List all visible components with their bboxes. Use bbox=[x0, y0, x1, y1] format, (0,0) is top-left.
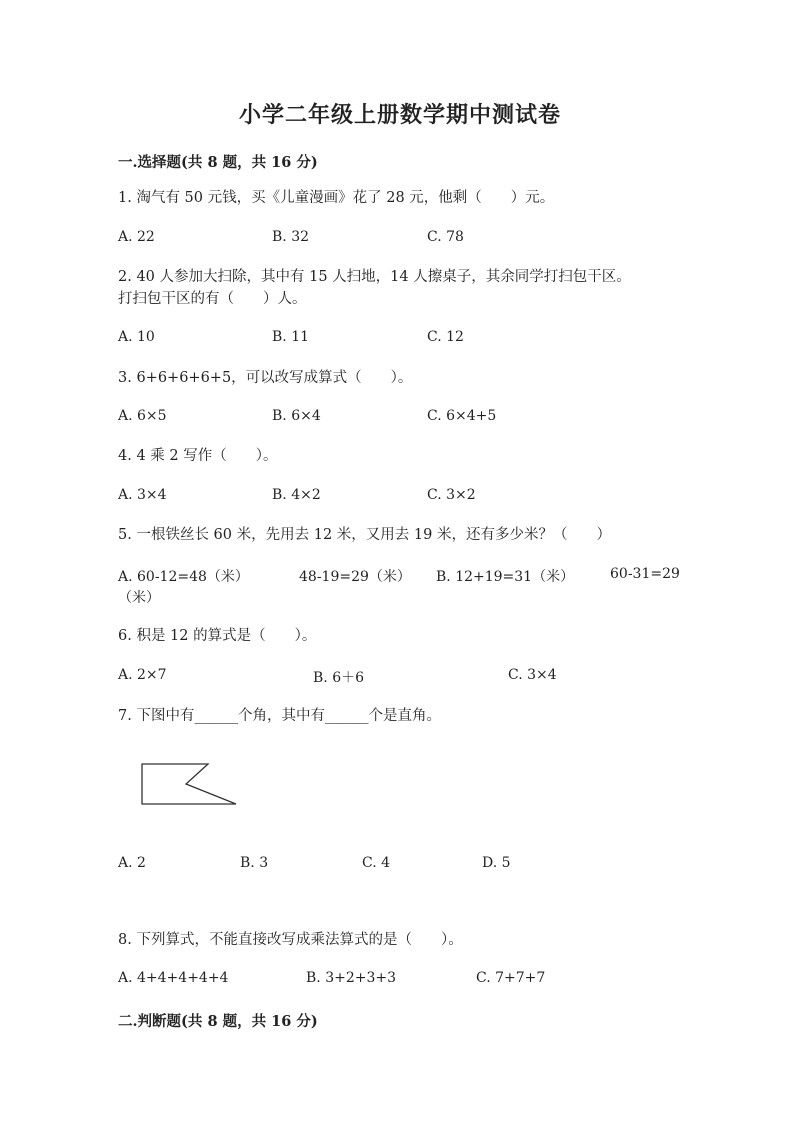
option-5a[interactable]: A. 60-12=48（米） bbox=[118, 569, 249, 585]
option-6a[interactable]: A. 2×7 bbox=[118, 667, 167, 683]
option-5b-step2: 60-31=29 bbox=[610, 566, 680, 582]
option-2a[interactable]: A. 10 bbox=[118, 329, 155, 345]
question-2-line2: 打扫包干区的有（ ）人。 bbox=[118, 291, 307, 307]
option-3c[interactable]: C. 6×4+5 bbox=[427, 408, 497, 424]
option-7b[interactable]: B. 3 bbox=[240, 855, 269, 871]
angle-figure bbox=[138, 760, 248, 810]
question-8: 8. 下列算式，不能直接改写成乘法算式的是（ ）。 bbox=[118, 932, 463, 948]
question-5: 5. 一根铁丝长 60 米，先用去 12 米，又用去 19 米，还有多少米？（ ） bbox=[118, 527, 611, 543]
option-4c[interactable]: C. 3×2 bbox=[427, 487, 476, 503]
option-8b[interactable]: B. 3+2+3+3 bbox=[306, 970, 397, 986]
option-1c[interactable]: C. 78 bbox=[427, 229, 464, 245]
option-4a[interactable]: A. 3×4 bbox=[118, 487, 167, 503]
option-3a[interactable]: A. 6×5 bbox=[118, 408, 167, 424]
question-6: 6. 积是 12 的算式是（ ）。 bbox=[118, 628, 317, 644]
option-8c[interactable]: C. 7+7+7 bbox=[476, 970, 546, 986]
option-6c[interactable]: C. 3×4 bbox=[508, 667, 557, 683]
question-2-line1: 2. 40 人参加大扫除，其中有 15 人扫地，14 人擦桌子，其余同学打扫包干区。 bbox=[118, 269, 631, 285]
option-7d[interactable]: D. 5 bbox=[482, 855, 511, 871]
option-7c[interactable]: C. 4 bbox=[362, 855, 391, 871]
question-3: 3. 6+6+6+6+5，可以改写成算式（ ）。 bbox=[118, 370, 413, 386]
option-3b[interactable]: B. 6×4 bbox=[272, 408, 321, 424]
option-2b[interactable]: B. 11 bbox=[272, 329, 310, 345]
option-5b[interactable]: B. 12+19=31（米） bbox=[436, 569, 575, 585]
option-1b[interactable]: B. 32 bbox=[272, 229, 310, 245]
question-7: 7. 下图中有______个角，其中有______个是直角。 bbox=[118, 708, 441, 724]
option-6b[interactable]: B. 6＋6 bbox=[313, 670, 365, 686]
question-1: 1. 淘气有 50 元钱，买《儿童漫画》花了 28 元，他剩（ ）元。 bbox=[118, 190, 555, 206]
option-8a[interactable]: A. 4+4+4+4+4 bbox=[118, 970, 229, 986]
page-title: 小学二年级上册数学期中测试卷 bbox=[238, 102, 561, 128]
option-4b[interactable]: B. 4×2 bbox=[272, 487, 321, 503]
section-heading-judgement: 二.判断题(共 8 题，共 16 分) bbox=[118, 1013, 318, 1030]
option-7a[interactable]: A. 2 bbox=[118, 855, 146, 871]
option-2c[interactable]: C. 12 bbox=[427, 329, 464, 345]
option-1a[interactable]: A. 22 bbox=[118, 229, 155, 245]
polygon-shape bbox=[142, 764, 236, 804]
question-4: 4. 4 乘 2 写作（ ）。 bbox=[118, 448, 278, 464]
section-heading-choice: 一.选择题(共 8 题，共 16 分) bbox=[118, 154, 318, 171]
option-5b-unit: （米） bbox=[118, 590, 160, 606]
option-5a-step2: 48-19=29（米） bbox=[299, 569, 411, 585]
